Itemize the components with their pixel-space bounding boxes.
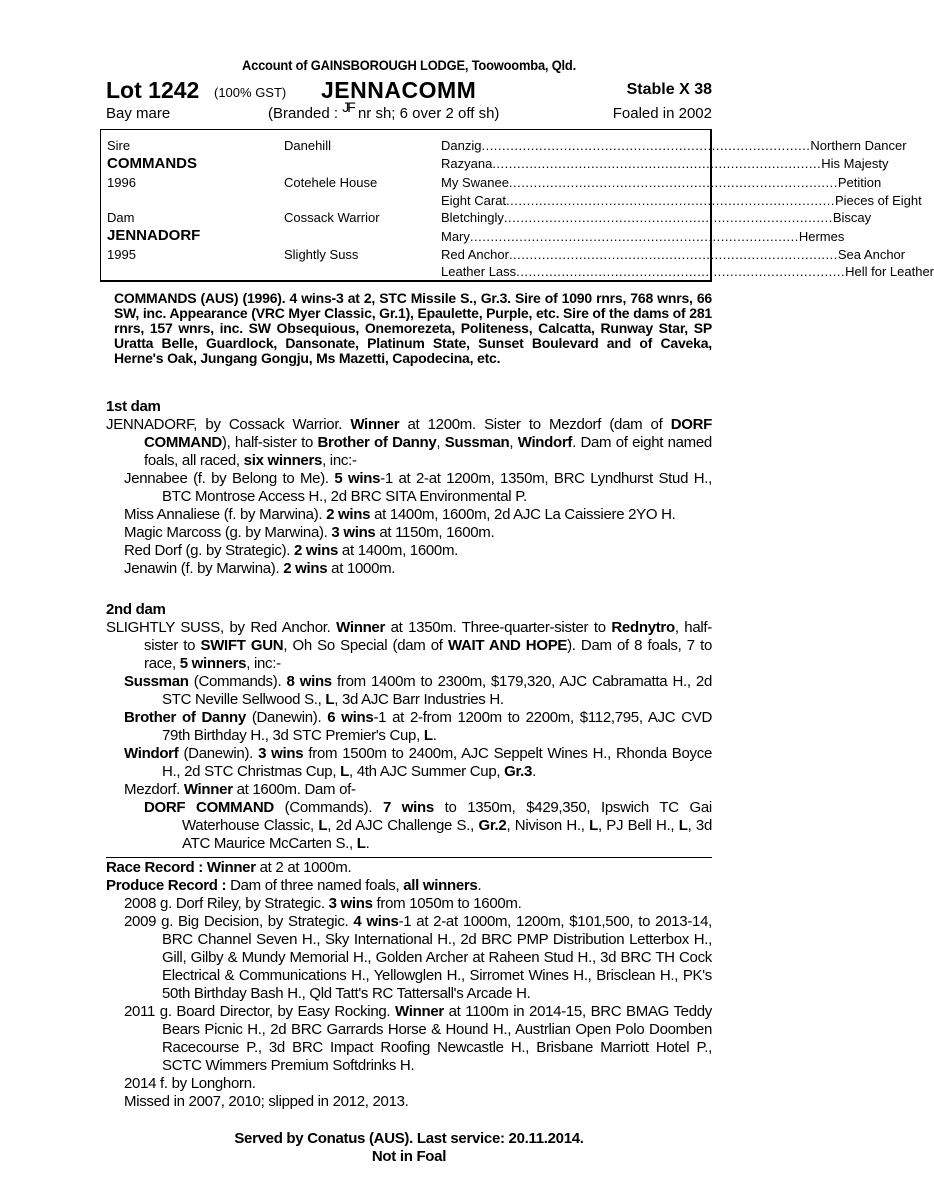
bold-run: Winner <box>395 1003 444 1020</box>
bold-run: SWIFT GUN <box>200 637 284 654</box>
bold-run: Windorf <box>124 745 179 762</box>
sire-summary: COMMANDS (AUS) (1996). 4 wins-3 at 2, STC Missile S., Gr.3. Sire of 1090 rnrs, 768 wnrs, 66 SW, inc. Appearance (VRC Myer Classic, Gr.1), Epaulette, Purple, etc. Sire of the dams of 281 rnrs, 157 wnrs, inc. SW Obsequious, Onemorezeta, Politeness, Calcatta, Runway Star, SP Uratta Belle, Guardlock, Dansonate, Platinum State, Sunset Boulevard and of Caveka, Herne's Oak, Jungang Gongju, Ms Mazetti, Capodecina, etc. <box>114 290 712 366</box>
bold-run: 3 wins <box>331 524 376 541</box>
lot-number: Lot 1242 <box>106 77 200 103</box>
text-run: at 1150m, 1600m. <box>375 524 495 541</box>
first-dam-section <box>106 398 712 578</box>
text-run: (Commands). <box>188 673 287 690</box>
text-run: . <box>365 835 370 852</box>
bold-run: 7 wins <box>382 799 434 816</box>
text-run: . Dam of eight named foals, all raced, <box>144 434 712 469</box>
sire-dam: Cotehele House <box>284 175 378 190</box>
bold-run: 5 winners <box>179 655 247 672</box>
grandparent-row: Mary ................................................................................ Hermes <box>441 229 845 244</box>
brand-info <box>268 99 500 122</box>
sire-year: 1996 <box>107 175 136 190</box>
text-run: -1 at 2-from 1200m to 2200m, $112,795, AJC CVD 79th Birthday H., 3d STC Premier's Cup, <box>162 709 712 744</box>
bold-run: Sussman <box>444 434 510 451</box>
text-run: at 1350m. Three-quarter-sister to <box>385 619 612 636</box>
progeny-item <box>106 524 712 542</box>
progeny-item <box>106 745 712 781</box>
text-run: at 1400m, 1600m. <box>338 542 459 559</box>
progeny-item <box>106 781 712 799</box>
bold-run: DORF COMMAND <box>144 799 274 816</box>
text-run: JENNADORF, by Cossack Warrior. <box>106 416 351 433</box>
text-run: -1 at 2-at 1000m, 1200m, $101,500, to 2013-14, BRC Channel Seven H., Sky International H., 2d BRC PMP Distribution Letterbox H., Gill, Gilby & Mundy Memorial H., Golden Archer at Raheen Stud H., 3d BRC TH Cock Electrical & Communications H., Yellowglen H., Sirromet Wines H., Brisclean H., PK's 50th Birthday Bash H., Qld Tatt's RC Tattersall's Arcade H. <box>162 913 712 1002</box>
progeny-item <box>106 560 712 578</box>
text-run: , <box>436 434 445 451</box>
foal-item <box>106 1093 712 1111</box>
bold-run: 2 wins <box>294 542 339 559</box>
text-run: , Oh So Special (dam of <box>283 637 448 654</box>
section-heading: 2nd dam <box>106 601 166 618</box>
bold-run: DORF COMMAND <box>144 416 712 451</box>
text-run: at 1100m in 2014-15, BRC BMAG Teddy Bears Picnic H., 2d BRC Garrards Horse & Hound H., Austrlian Open Polo Doomben Racecourse P., 3d BRC Impact Roofing Newcastle H., Brisbane Marriott Hotel P., SCTC Wimmers Premium Softdrinks H. <box>162 1003 712 1074</box>
foal-status: Not in Foal <box>371 1148 447 1165</box>
race-record-text: at 2 at 1000m. <box>255 859 352 876</box>
bold-run: Gr.3 <box>504 763 533 780</box>
text-run: -1 at 2-at 1200m, 1350m, BRC Lyndhurst Stud H., BTC Montrose Access H., 2d BRC SITA Environmental P. <box>162 470 712 505</box>
text-run: Jenawin (f. by Marwina). <box>124 560 284 577</box>
text-run: 2014 f. by Longhorn. <box>124 1075 256 1092</box>
gst-note: (100% GST) <box>214 85 287 100</box>
text-run: 2011 g. Board Director, by Easy Rocking. <box>124 1003 396 1020</box>
text-run: , PJ Bell H., <box>597 817 679 834</box>
text-run: at 1000m. <box>327 560 396 577</box>
text-run: , half-sister to <box>144 619 712 654</box>
produce-record-text: Dam of three named foals, <box>226 877 404 894</box>
text-run: Missed in 2007, 2010; slipped in 2012, 2013. <box>124 1093 409 1110</box>
race-record-label: Race Record : <box>106 859 203 876</box>
text-run: , inc:- <box>246 655 281 672</box>
progeny-item <box>106 673 712 709</box>
text-run: at 1200m. Sister to Mezdorf (dam of <box>399 416 671 433</box>
text-run: (Commands). <box>273 799 383 816</box>
text-run: Magic Marcoss (g. by Marwina). <box>124 524 332 541</box>
bold-run: Brother of Danny <box>317 434 437 451</box>
section-divider <box>106 857 712 858</box>
grandparent-row: Razyana ................................................................................ His Majesty <box>441 156 889 171</box>
bold-run: L <box>356 835 366 852</box>
section-heading: 1st dam <box>106 398 161 415</box>
text-run: (Danewin). <box>245 709 328 726</box>
progeny-item <box>106 506 712 524</box>
vendor-account: Account of GAINSBOROUGH LODGE, Toowoomba, Qld. <box>241 57 577 73</box>
text-run: Mezdorf. <box>124 781 184 798</box>
text-run: 2009 g. Big Decision, by Strategic. <box>124 913 354 930</box>
bold-run: Gr.2 <box>478 817 507 834</box>
text-run: , <box>509 434 518 451</box>
grandparent-row: Bletchingly ................................................................................ Biscay <box>441 210 872 225</box>
foal-item <box>106 913 712 1003</box>
produce-record: Produce Record : Dam of three named foals, all winners. <box>106 877 482 894</box>
dam-intro <box>106 619 712 673</box>
bold-run: L <box>678 817 688 834</box>
brand-mark-icon: JF <box>342 99 354 115</box>
foaled-year: Foaled in 2002 <box>612 105 712 122</box>
grand-progeny-item <box>106 799 712 853</box>
horse-details <box>106 99 712 123</box>
bold-run: Rednytro <box>611 619 675 636</box>
dam-label: Dam <box>107 210 135 225</box>
pedigree-table <box>100 129 934 282</box>
text-run: from 1050m to 1600m. <box>372 895 522 912</box>
brand-prefix: (Branded : <box>268 105 339 122</box>
grandparent-row: My Swanee ................................................................................ Petition <box>441 175 882 190</box>
text-run: , 2d AJC Challenge S., <box>327 817 479 834</box>
dam-intro <box>106 416 712 470</box>
bold-run: Brother of Danny <box>124 709 246 726</box>
text-run: , 3d ATC Maurice McCarten S., <box>182 817 712 852</box>
service-note: Served by Conatus (AUS). Last service: 20.11.2014. <box>234 1130 584 1147</box>
dam-year: 1995 <box>107 247 136 262</box>
bold-run: L <box>325 691 335 708</box>
foal-item <box>106 895 712 913</box>
text-run: , 4th AJC Summer Cup, <box>348 763 505 780</box>
foal-item <box>106 1075 712 1093</box>
produce-record-bold: all winners <box>403 877 478 894</box>
grandparent-row: Red Anchor ................................................................................ Sea Anchor <box>441 247 906 262</box>
progeny-item <box>106 470 712 506</box>
bold-run: Winner <box>350 416 400 433</box>
text-run: ), half-sister to <box>221 434 318 451</box>
text-run: . <box>532 763 536 780</box>
bold-run: 2 wins <box>283 560 328 577</box>
records-section <box>106 859 712 1111</box>
brand-suffix: nr sh; 6 over 2 off sh) <box>357 105 500 122</box>
bold-run: L <box>589 817 598 834</box>
color-sex: Bay mare <box>106 105 171 122</box>
sire-sire: Danehill <box>284 138 331 153</box>
text-run: Miss Annaliese (f. by Marwina). <box>124 506 327 523</box>
second-dam-section <box>106 601 712 853</box>
sire-name: COMMANDS <box>107 155 197 172</box>
bold-run: L <box>423 727 433 744</box>
grandparent-row: Danzig ................................................................................ Northern Dancer <box>441 138 907 153</box>
foal-item <box>106 1003 712 1075</box>
progeny-item <box>106 542 712 560</box>
bold-run: 6 wins <box>327 709 374 726</box>
progeny-item <box>106 709 712 745</box>
race-record <box>106 859 712 877</box>
text-run: , inc:- <box>322 452 357 469</box>
bold-run: Sussman <box>124 673 189 690</box>
bold-run: 5 wins <box>334 470 381 487</box>
bold-run: 3 wins <box>328 895 373 912</box>
text-run: at 1600m. Dam of- <box>232 781 356 798</box>
text-run: 2008 g. Dorf Riley, by Strategic. <box>124 895 329 912</box>
bold-run: Winner <box>336 619 386 636</box>
sire-label: Sire <box>107 138 131 153</box>
text-run: Jennabee (f. by Belong to Me). <box>124 470 335 487</box>
bold-run: Windorf <box>517 434 573 451</box>
text-run: ). Dam of 8 foals, 7 to race, <box>144 637 712 672</box>
horse-name: JENNACOMM <box>321 77 477 103</box>
text-run: from 1500m to 2400m, AJC Seppelt Wines H., Rhonda Boyce H., 2d STC Christmas Cup, <box>162 745 712 780</box>
grandparent-row: Leather Lass ................................................................................ Hell for Leather <box>441 264 934 279</box>
bold-run: six winners <box>243 452 323 469</box>
bold-run: WAIT AND HOPE <box>447 637 568 654</box>
text-run: from 1400m to 2300m, $179,320, AJC Cabramatta H., 2d STC Neville Sellwood S., <box>162 673 712 708</box>
lot-line <box>106 77 712 103</box>
bold-run: 2 wins <box>326 506 371 523</box>
bold-run: 4 wins <box>353 913 399 930</box>
text-run: . <box>432 727 437 744</box>
text-run: Red Dorf (g. by Strategic). <box>124 542 294 559</box>
dam-sire: Cossack Warrior <box>284 210 380 225</box>
text-run: SLIGHTLY SUSS, by Red Anchor. <box>106 619 337 636</box>
text-run: (Danewin). <box>178 745 259 762</box>
produce-record-label: Produce Record : <box>106 877 227 894</box>
text-run: at 1400m, 1600m, 2d AJC La Caissiere 2YO H. <box>370 506 676 523</box>
bold-run: L <box>340 763 349 780</box>
text-run: , Nivison H., <box>506 817 590 834</box>
text-run: to 1350m, $429,350, Ipswich TC Gai Waterhouse Classic, <box>182 799 712 834</box>
dam-name: JENNADORF <box>107 227 201 244</box>
bold-run: L <box>318 817 328 834</box>
bold-run: Winner <box>183 781 233 798</box>
dam-dam: Slightly Suss <box>284 247 359 262</box>
text-run: , 3d AJC Barr Industries H. <box>334 691 504 708</box>
bold-run: 8 wins <box>286 673 332 690</box>
stable-location: Stable X 38 <box>626 81 712 98</box>
bold-run: 3 wins <box>258 745 304 762</box>
grandparent-row: Eight Carat ................................................................................ Pieces of Eight <box>441 193 922 208</box>
race-record-winner: Winner <box>206 859 256 876</box>
